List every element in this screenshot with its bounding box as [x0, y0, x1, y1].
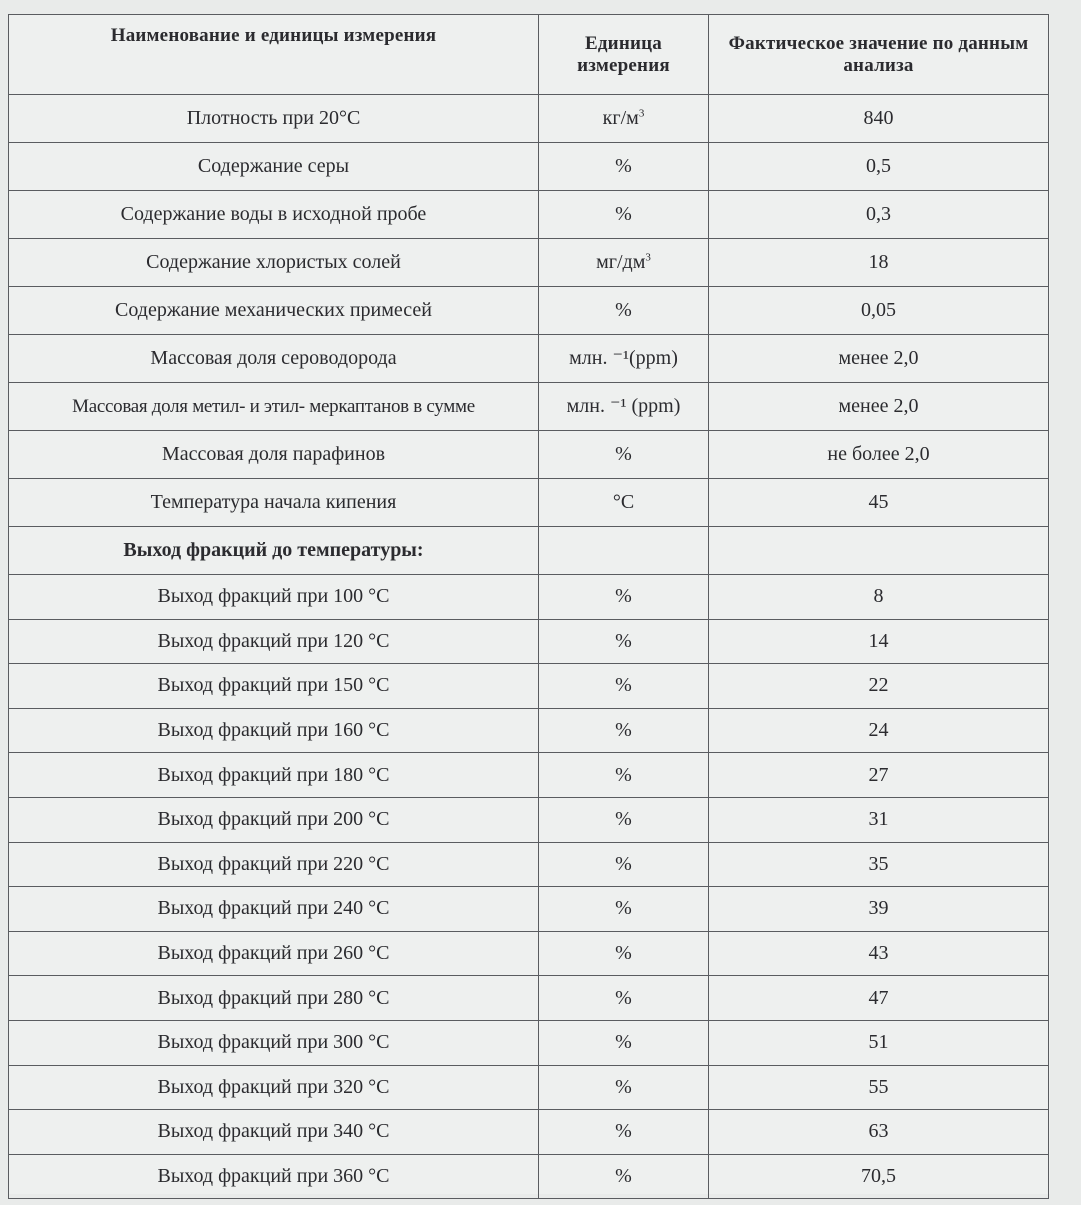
row-value: 840 — [709, 95, 1049, 143]
fraction-row — [9, 842, 1049, 887]
table-row — [9, 383, 1049, 431]
row-unit: $кг/м^3$ — [539, 95, 709, 143]
fraction-value: 63 — [709, 1110, 1049, 1155]
fraction-row — [9, 575, 1049, 620]
fraction-unit: % — [539, 1065, 709, 1110]
oil-analysis-table — [8, 14, 1049, 1199]
fraction-value: 43 — [709, 931, 1049, 976]
table-row — [9, 95, 1049, 143]
fraction-name: Выход фракций при 120 °С — [9, 619, 539, 664]
fraction-name: Выход фракций при 360 °С — [9, 1154, 539, 1199]
fraction-name: Выход фракций при 200 °С — [9, 797, 539, 842]
fraction-name: Выход фракций при 220 °С — [9, 842, 539, 887]
row-value: не более 2,0 — [709, 431, 1049, 479]
fraction-value: 31 — [709, 797, 1049, 842]
row-name: Температура начала кипения — [9, 479, 539, 527]
row-value: 0,05 — [709, 287, 1049, 335]
fraction-name: Выход фракций при 150 °С — [9, 664, 539, 709]
row-unit: млн. ⁻¹(ppm) — [539, 335, 709, 383]
table-row — [9, 335, 1049, 383]
fraction-unit: % — [539, 887, 709, 932]
row-value: менее 2,0 — [709, 335, 1049, 383]
fraction-unit: % — [539, 1020, 709, 1065]
row-value: 0,5 — [709, 143, 1049, 191]
fraction-unit: % — [539, 976, 709, 1021]
row-unit: % — [539, 191, 709, 239]
row-unit: % — [539, 431, 709, 479]
fraction-unit: % — [539, 664, 709, 709]
row-value: 18 — [709, 239, 1049, 287]
section-header-row — [9, 527, 1049, 575]
row-unit: млн. ⁻¹ (ppm) — [539, 383, 709, 431]
fraction-name: Выход фракций при 280 °С — [9, 976, 539, 1021]
row-unit: % — [539, 143, 709, 191]
fraction-unit: % — [539, 1110, 709, 1155]
fraction-value: 70,5 — [709, 1154, 1049, 1199]
section-title: Выход фракций до температуры: — [9, 527, 539, 575]
row-name: Содержание механических примесей — [9, 287, 539, 335]
row-name: Содержание воды в исходной пробе — [9, 191, 539, 239]
fraction-row — [9, 887, 1049, 932]
row-name: Массовая доля метил- и этил- меркаптанов в сумме — [9, 383, 539, 431]
fraction-value: 39 — [709, 887, 1049, 932]
fraction-row — [9, 797, 1049, 842]
row-unit: °С — [539, 479, 709, 527]
fraction-unit: % — [539, 753, 709, 798]
table-row — [9, 287, 1049, 335]
row-name: Массовая доля парафинов — [9, 431, 539, 479]
fraction-name: Выход фракций при 320 °С — [9, 1065, 539, 1110]
table-row — [9, 479, 1049, 527]
row-unit: % — [539, 287, 709, 335]
fraction-row — [9, 708, 1049, 753]
fraction-row — [9, 1154, 1049, 1199]
fraction-value: 47 — [709, 976, 1049, 1021]
table-row — [9, 143, 1049, 191]
fraction-row — [9, 1110, 1049, 1155]
header-value: Фактическое значение по данным анализа — [709, 15, 1049, 95]
row-value: 45 — [709, 479, 1049, 527]
table-row — [9, 191, 1049, 239]
fraction-name: Выход фракций при 240 °С — [9, 887, 539, 932]
section-value-empty — [709, 527, 1049, 575]
row-value: 0,3 — [709, 191, 1049, 239]
fraction-unit: % — [539, 575, 709, 620]
fraction-row — [9, 753, 1049, 798]
fraction-value: 55 — [709, 1065, 1049, 1110]
fraction-name: Выход фракций при 100 °С — [9, 575, 539, 620]
table-row — [9, 239, 1049, 287]
fraction-row — [9, 976, 1049, 1021]
row-name: Содержание серы — [9, 143, 539, 191]
fraction-value: 27 — [709, 753, 1049, 798]
fraction-unit: % — [539, 619, 709, 664]
fraction-row — [9, 619, 1049, 664]
table-header-row — [9, 15, 1049, 95]
fraction-name: Выход фракций при 340 °С — [9, 1110, 539, 1155]
header-unit: Единица измерения — [539, 15, 709, 95]
section-unit-empty — [539, 527, 709, 575]
fraction-name: Выход фракций при 300 °С — [9, 1020, 539, 1065]
fraction-unit: % — [539, 842, 709, 887]
row-name: Содержание хлористых солей — [9, 239, 539, 287]
fraction-row — [9, 931, 1049, 976]
fraction-name: Выход фракций при 180 °С — [9, 753, 539, 798]
table-row — [9, 431, 1049, 479]
fraction-row — [9, 1020, 1049, 1065]
fraction-unit: % — [539, 708, 709, 753]
fraction-name: Выход фракций при 260 °С — [9, 931, 539, 976]
fraction-unit: % — [539, 797, 709, 842]
fraction-row — [9, 1065, 1049, 1110]
row-name: Массовая доля сероводорода — [9, 335, 539, 383]
fraction-value: 51 — [709, 1020, 1049, 1065]
fraction-value: 22 — [709, 664, 1049, 709]
fraction-row — [9, 664, 1049, 709]
fraction-unit: % — [539, 1154, 709, 1199]
fraction-value: 35 — [709, 842, 1049, 887]
header-name: Наименование и единицы измерения — [9, 15, 539, 95]
fraction-value: 14 — [709, 619, 1049, 664]
row-name: Плотность при 20°С — [9, 95, 539, 143]
fraction-value: 24 — [709, 708, 1049, 753]
fraction-name: Выход фракций при 160 °С — [9, 708, 539, 753]
fraction-value: 8 — [709, 575, 1049, 620]
row-unit: $мг/дм^3$ — [539, 239, 709, 287]
fraction-unit: % — [539, 931, 709, 976]
row-value: менее 2,0 — [709, 383, 1049, 431]
